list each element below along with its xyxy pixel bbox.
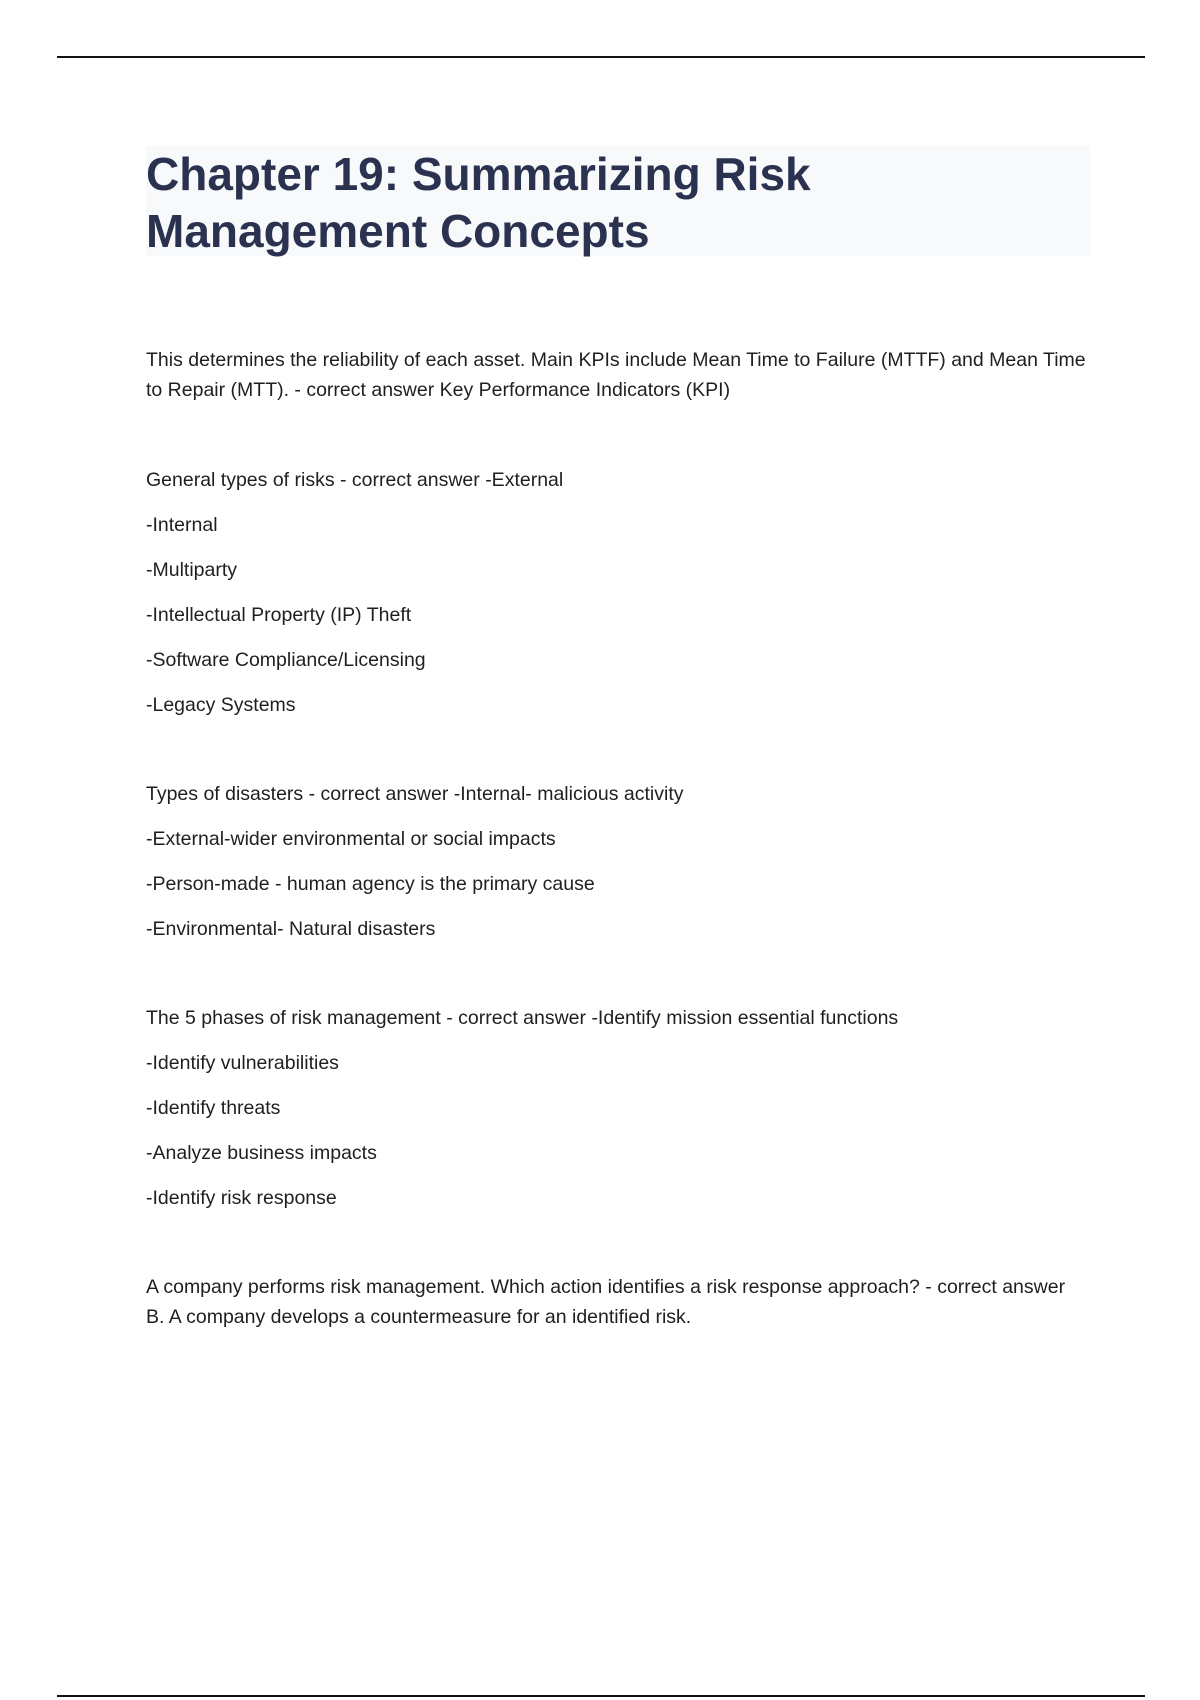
- qa-text: This determines the reliability of each asset. Main KPIs include Mean Time to Failure (MTTF) and Mean Time to Repair (MTT). - correct answer Key Performance Indicators (KPI): [146, 349, 1086, 401]
- qa-item-risk-types: [146, 465, 1086, 720]
- qa-line: -Analyze business impacts: [146, 1142, 377, 1164]
- page-title: [146, 146, 1090, 260]
- header-rule: [57, 56, 1145, 58]
- title-line-2: Management Concepts: [146, 205, 650, 257]
- qa-line: -Software Compliance/Licensing: [146, 649, 426, 671]
- qa-line: The 5 phases of risk management - correct answer -Identify mission essential functions: [146, 1007, 899, 1029]
- title-line-1: Chapter 19: Summarizing Risk: [146, 148, 811, 200]
- qa-item-risk-phases: [146, 1003, 1086, 1213]
- qa-item-risk-response: [146, 1272, 1086, 1332]
- qa-line: -Intellectual Property (IP) Theft: [146, 604, 412, 626]
- qa-item-kpi: [146, 345, 1086, 405]
- qa-line: -Identify risk response: [146, 1187, 337, 1209]
- qa-line: -Internal: [146, 514, 218, 536]
- title-block: [146, 146, 1090, 256]
- qa-line: -Person-made - human agency is the primary cause: [146, 873, 595, 895]
- qa-line: -Legacy Systems: [146, 694, 296, 716]
- qa-text: A company performs risk management. Which action identifies a risk response approach? - correct answer B. A company develops a countermeasure for an identified risk.: [146, 1276, 1066, 1328]
- qa-line: Types of disasters - correct answer -Internal- malicious activity: [146, 783, 684, 805]
- qa-line: -External-wider environmental or social impacts: [146, 828, 556, 850]
- qa-line: -Environmental- Natural disasters: [146, 918, 436, 940]
- qa-line: -Multiparty: [146, 559, 238, 581]
- document-body: [146, 345, 1086, 1391]
- qa-item-disaster-types: [146, 779, 1086, 944]
- qa-line: General types of risks - correct answer -External: [146, 469, 564, 491]
- qa-line: -Identify threats: [146, 1097, 281, 1119]
- qa-line: -Identify vulnerabilities: [146, 1052, 339, 1074]
- footer-rule: [57, 1695, 1145, 1697]
